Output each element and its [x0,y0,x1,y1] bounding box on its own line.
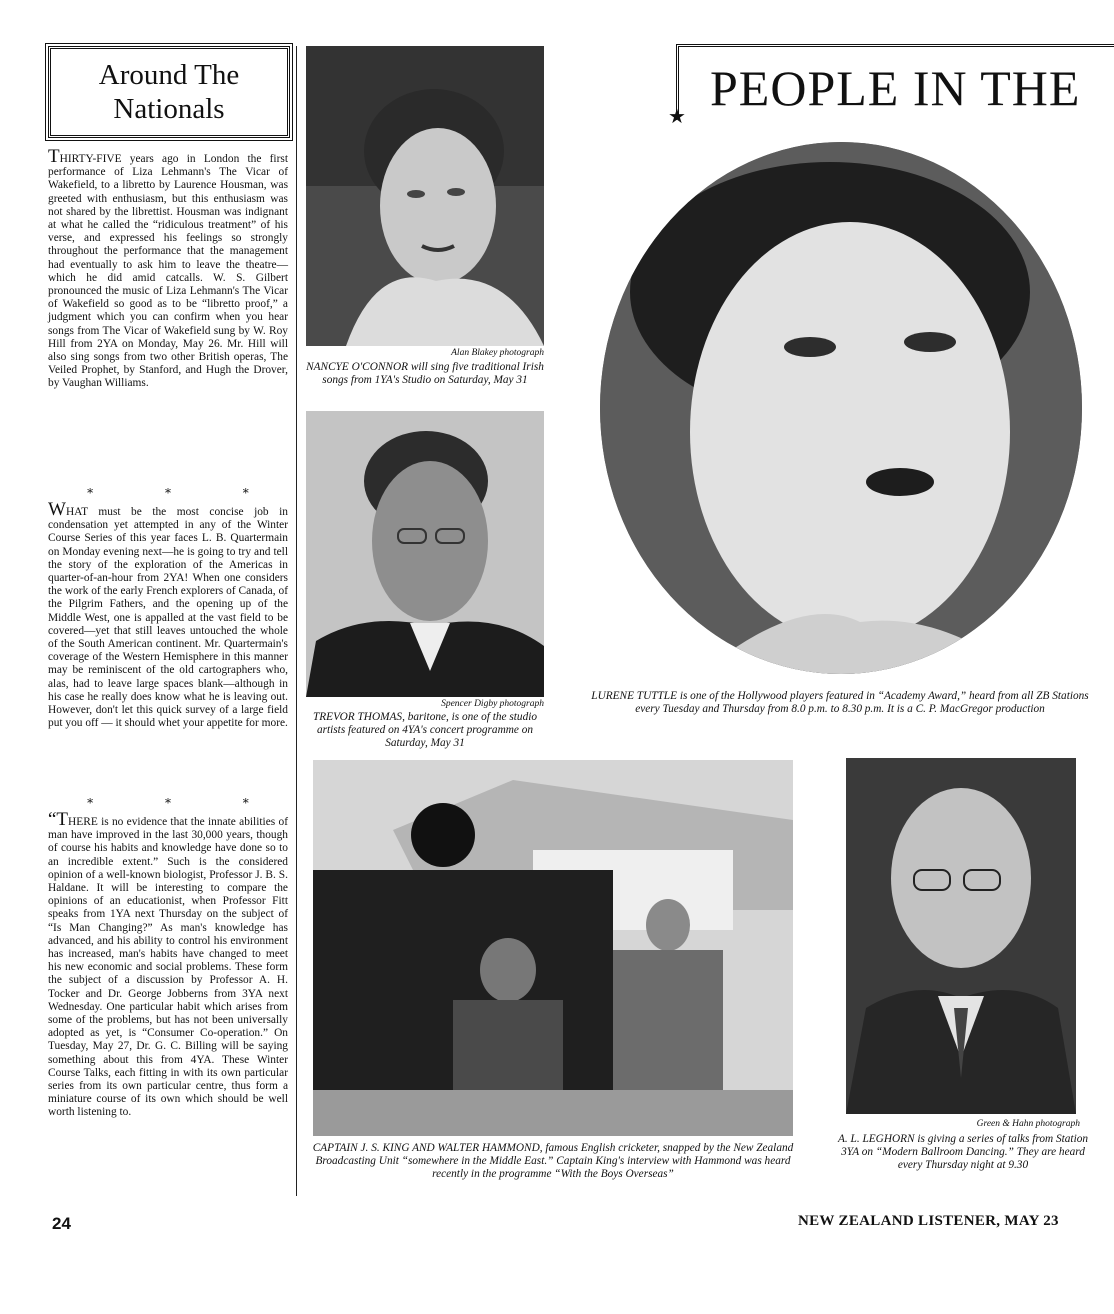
paragraph-text: HAT must be the most concise job in condensation yet attempted in any of the Winter Course Series of this year faces L. B. Quartermain on Monday evening next—he is going to try and tell the story of the exploration of the Americas in quarter-of-an-hour from 2YA! When one considers the work of the early French explorers of Canada, of the Pilgrim Fathers, and the opening up of the Middle West, one is appalled at the vast field to be covered—yet that still leaves untouched the whole of the South American continent. Mr. Quartermain's coverage of the Western Hemisphere in this manner may be reminiscent of the old cartographers who, alas, had to leave large spaces blank—although in his case he really does know what he is leaving out. However, don't let this quick survey of a large field put you off — it should whet your appetite for more. [48,506,288,730]
photo-credit: Green & Hahn photograph [976,1119,1080,1129]
column-title-line1: Around The [98,59,240,91]
feature-title: PEOPLE IN THE [710,60,1081,116]
section-separator: * * * [87,486,283,500]
article-paragraph-haldane [48,809,288,1205]
photo-trevor-thomas [306,411,544,697]
column-title-box [48,46,290,138]
photo-nancye-oconnor [306,46,544,346]
photo-king-hammond [313,760,793,1136]
paragraph-text: HERE is no evidence that the innate abilities of man have improved in the last 30,000 years, though of course his habits and knowledge have done so to an incredible extent.” Such is the considered opinion of a well-known biologist, Professor J. B. S. Haldane. It will be interesting to compare the opinions of an educationist, when Professor Fitt speaks from 1YA next Thursday on the subject of “Is Man Changing?” As man's knowledge has advanced, and his ability to control his environment has increased, man's habits have changed to meet his new economic and social problems. These form the subject of a discussion by Professor A. H. Tocker and Dr. George Jobberns from 3YA next Wednesday. One particular habit which arises from some of the problems, but has not been universally adopted as yet, is “Consumer Co-operation.” On Tuesday, May 27, Dr. G. C. Billing will be saying something about this from 4YA. These Winter Course Talks, each fitting in with its own particular series from its own particular centre, thus form a miniature course of its own which should be well worth listening to. [48,816,288,1119]
photo-al-leghorn [846,758,1076,1114]
column-title-line2: Nationals [113,93,225,125]
photo-caption: TREVOR THOMAS, baritone, is one of the studio artists featured on 4YA's concert programme on Saturday, May 31 [312,711,538,749]
star-icon: ★ [668,104,686,128]
column-divider [296,46,297,1196]
photo-credit: Spencer Digby photograph [441,699,544,709]
drop-cap: “T [48,809,69,830]
page-number: 24 [52,1214,71,1233]
photo-caption: CAPTAIN J. S. KING AND WALTER HAMMOND, famous English cricketer, snapped by the New Zealand Broadcasting Unit “somewhere in the Middle East.” Captain King's interview with Hammond was heard recently in the programme “With the Boys Overseas” [312,1142,794,1180]
article-paragraph-quartermain [48,499,288,785]
paragraph-text: HIRTY-FIVE years ago in London the first performance of Liza Lehmann's The Vicar of Wakefield, to a libretto by Laurence Housman, was greeted with enthusiasm, but this enthusiasm was not shared by the librettist. Housman was indignant at what he called the “ridiculous treatment” of his verse, and expressed his feelings so strongly throughout the performance that the management had eventually to ask him to leave the theatre—which he did amid catcalls. W. S. Gilbert pronounced the music of Liza Lehmann's The Vicar of Wakefield so good as to be “libretto proof,” a judgment which you can confirm when you hear songs from The Vicar of Wakefield sung by W. Roy Hill from 2YA on Monday, May 26. Mr. Hill will also sing songs from two other British operas, The Veiled Prophet, by Stanford, and Hugh the Drover, by Vaughan Williams. [48,153,288,390]
photo-credit: Alan Blakey photograph [451,348,544,358]
photo-caption: NANCYE O'CONNOR will sing five traditional Irish songs from 1YA's Studio on Saturday, May 31 [306,361,544,386]
drop-cap: T [48,146,60,167]
photo-caption: LURENE TUTTLE is one of the Hollywood players featured in “Academy Award,” heard from all ZB Stations every Tuesday and Thursday from 8.0 p.m. to 8.30 p.m. It is a C. P. MacGregor production [591,690,1089,715]
photo-lurene-tuttle [600,142,1082,674]
drop-cap: W [48,499,66,520]
article-paragraph-lehmann [48,146,288,482]
photo-caption: A. L. LEGHORN is giving a series of talks from Station 3YA on “Modern Ballroom Dancing.” They are heard every Thursday night at 9.30 [838,1133,1088,1171]
magazine-footer: NEW ZEALAND LISTENER, MAY 23 [798,1213,1059,1229]
section-separator: * * * [87,796,283,810]
